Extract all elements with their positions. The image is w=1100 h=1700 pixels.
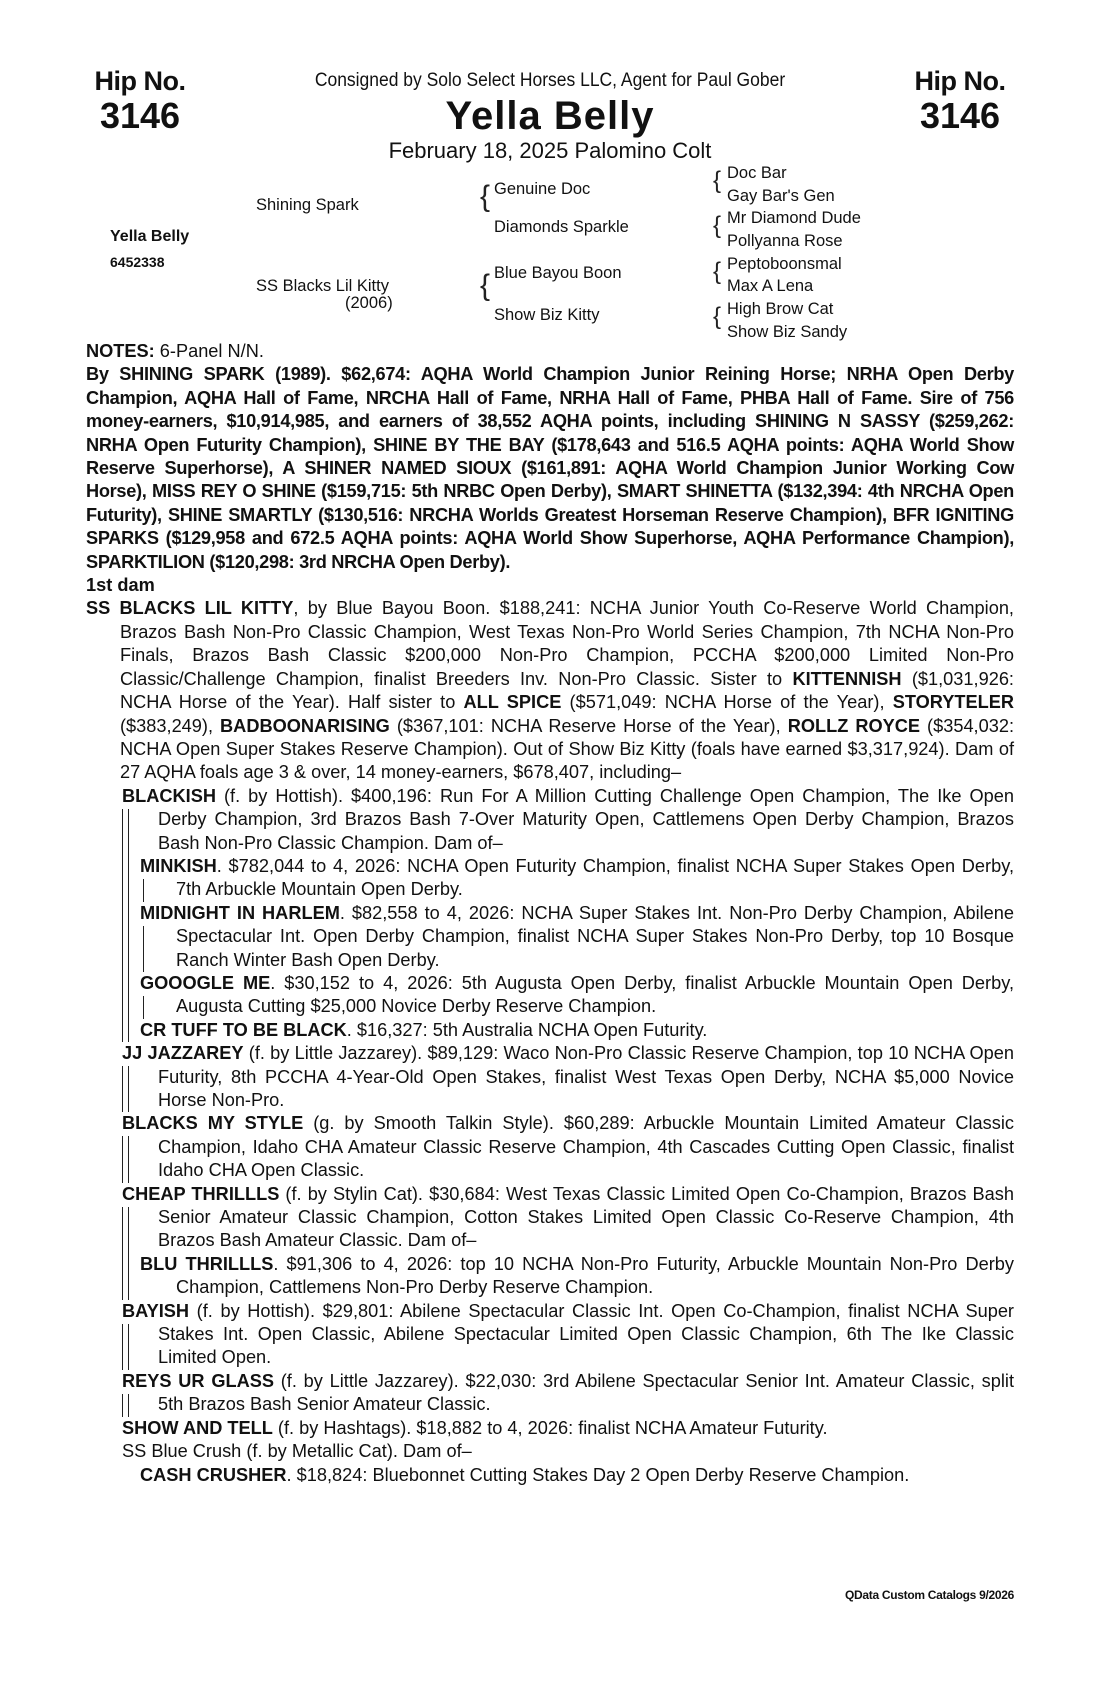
pedigree-brace: {: [713, 258, 722, 285]
pedigree-g6: Max A Lena: [727, 277, 814, 295]
hip-number: 3146: [919, 95, 1001, 136]
pedigree-sire: Shining Spark: [256, 196, 359, 214]
sire-paragraph: By SHINING SPARK (1989). $62,674: AQHA World Champion Junior Reining Horse; NRHA Open Derby Champion, AQHA Hall of Fame, NRCHA Hall of Fame, NRHA Hall of Fame, PHBA Hall of Fame. Sire of 756 money-earners, $10,914,985, and earners of 38,552 AQHA points, including SHINING N SASSY ($259,262: NRHA Open Futurity Champion), SHINE BY THE BAY ($178,643 and 516.5 AQHA points: AQHA World Show Reserve Superhorse), A SHINER NAMED SIOUX ($161,891: AQHA World Champion Junior Working Cow Horse), MISS REY O SHINE ($159,715: 5th NRBC Open Derby), SMART SHINETTA ($132,394: 4th NRCHA Open Futurity), SHINE SMARTLY ($130,516: NRCHA Worlds Greatest Horseman Reserve Champion), BFR IGNITING SPARKS ($129,958 and 672.5 AQHA points: AQHA World Show Superhorse, AQHA Performance Champion), SPARKTILION ($120,298: 3rd NRCHA Open Derby).: [86, 364, 1014, 572]
hip-label: Hip No.: [94, 66, 186, 96]
produce-entry-grand: GOOOGLE ME. $30,152 to 4, 2026: 5th Augusta Open Derby, finalist Arbuckle Mountain Open Derby, Augusta Cutting $25,000 Novice Derby Reserve Champion.: [86, 972, 1014, 1019]
pedigree-dam-year: (2006): [345, 294, 393, 312]
produce-entry: BLACKS MY STYLE (g. by Smooth Talkin Style). $60,289: Arbuckle Mountain Limited Amateur Classic Champion, Idaho CHA Amateur Classic Reserve Champion, 4th Cascades Cutting Open Classic, finalist Idaho CHA Open Classic.: [86, 1112, 1014, 1182]
pedigree-dam-sire: Blue Bayou Boon: [494, 264, 622, 282]
hip-label: Hip No.: [914, 66, 1006, 96]
pedigree-g2: Gay Bar's Gen: [727, 187, 835, 205]
produce-entry-grand: MIDNIGHT IN HARLEM. $82,558 to 4, 2026: NCHA Super Stakes Int. Non-Pro Derby Champion, Abilene Spectacular Int. Open Derby Champion, finalist NCHA Super Stakes Non-Pro Derby, top 10 Bosque Ranch Winter Bash Open Derby.: [86, 902, 1014, 972]
produce-entry: SS Blue Crush (f. by Metallic Cat). Dam of–: [122, 1441, 472, 1462]
pedigree-g8: Show Biz Sandy: [727, 323, 848, 341]
pedigree-brace: {: [713, 167, 722, 194]
produce-entry: JJ JAZZAREY (f. by Little Jazzarey). $89,129: Waco Non-Pro Classic Reserve Champion, top 10 NCHA Open Futurity, 8th PCCHA 4-Year-Old Open Stakes, finalist West Texas Open Derby, NCHA $5,000 Novice Horse Non-Pro.: [86, 1042, 1014, 1112]
horse-name-title: Yella Belly: [445, 94, 655, 138]
pedigree-sire-sire: Genuine Doc: [494, 180, 591, 198]
pedigree-brace: {: [713, 212, 722, 239]
produce-entry-grand: CR TUFF TO BE BLACK. $16,327: 5th Australia NCHA Open Futurity.: [86, 1019, 1014, 1042]
produce-entry: CHEAP THRILLLS (f. by Stylin Cat). $30,684: West Texas Classic Limited Open Co-Champion, Brazos Bash Senior Amateur Classic Champion, Cotton Stakes Limited Open Classic Co-Reserve Champion, 4th Brazos Bash Amateur Classic. Dam of–: [86, 1183, 1014, 1253]
produce-entry: REYS UR GLASS (f. by Little Jazzarey). $22,030: 3rd Abilene Spectacular Senior Int. Amateur Classic, split 5th Brazos Bash Senior Amateur Classic.: [86, 1370, 1014, 1417]
produce-entry: BLACKISH (f. by Hottish). $400,196: Run For A Million Cutting Challenge Open Champion, The Ike Open Derby Champion, 3rd Brazos Bash 7-Over Maturity Open, Cattlemens Open Derby Champion, Brazos Bash Non-Pro Classic Champion. Dam of–: [86, 785, 1014, 855]
foaling-info: February 18, 2025 Palomino Colt: [388, 138, 712, 163]
registration-number: 6452338: [110, 254, 165, 270]
pedigree-g5: Peptoboonsmal: [727, 255, 842, 273]
pedigree-brace: {: [713, 303, 722, 330]
consignor-line: Consigned by Solo Select Horses LLC, Agent for Paul Gober: [314, 70, 786, 91]
pedigree-horse: Yella Belly: [110, 228, 190, 245]
pedigree-dam: SS Blacks Lil Kitty: [256, 277, 389, 295]
pedigree-g4: Pollyanna Rose: [727, 232, 843, 250]
pedigree-dam-dam: Show Biz Kitty: [494, 306, 600, 324]
produce-entry: BAYISH (f. by Hottish). $29,801: Abilene Spectacular Classic Int. Open Co-Champion, finalist NCHA Super Stakes Int. Open Classic, Abilene Spectacular Limited Open Classic Champion, 6th The Ike Classic Limited Open.: [86, 1300, 1014, 1370]
produce-entry-grand: MINKISH. $782,044 to 4, 2026: NCHA Open Futurity Champion, finalist NCHA Super Stakes Open Derby, 7th Arbuckle Mountain Open Derby.: [86, 855, 1014, 902]
pedigree-g1: Doc Bar: [727, 164, 787, 182]
notes-line: NOTES: 6-Panel N/N.: [86, 341, 264, 361]
pedigree-brace: {: [480, 180, 491, 213]
first-dam-heading: 1st dam: [86, 575, 155, 596]
catalog-body: [86, 340, 1014, 1487]
hip-number: 3146: [99, 95, 181, 136]
produce-entry-grand: CASH CRUSHER. $18,824: Bluebonnet Cutting Stakes Day 2 Open Derby Reserve Champion.: [140, 1464, 910, 1485]
pedigree-g7: High Brow Cat: [727, 300, 834, 318]
first-dam-paragraph: SS BLACKS LIL KITTY, by Blue Bayou Boon. $188,241: NCHA Junior Youth Co-Reserve World Champion, Brazos Bash Non-Pro Classic Champion, West Texas Non-Pro World Series Champion, 7th NCHA Non-Pro Finals, Brazos Bash Classic $200,000 Non-Pro Champion, PCCHA $200,000 Limited Non-Pro Classic/Challenge Champion, finalist Breeders Inv. Non-Pro Classic. Sister to KITTENNISH ($1,031,926: NCHA Horse of the Year). Half sister to ALL SPICE ($571,049: NCHA Horse of the Year), STORYTELER ($383,249), BADBOONARISING ($367,101: NCHA Reserve Horse of the Year), ROLLZ ROYCE ($354,032: NCHA Open Super Stakes Reserve Champion). Out of Show Biz Kitty (foals have earned $3,317,924). Dam of 27 AQHA foals age 3 & over, 14 money-earners, $678,407, including–: [86, 598, 1015, 783]
produce-entry-grand: BLU THRILLLS. $91,306 to 4, 2026: top 10 NCHA Non-Pro Futurity, Arbuckle Mountain Non-Pro Derby Champion, Cattlemens Non-Pro Derby Reserve Champion.: [86, 1253, 1014, 1300]
pedigree-sire-dam: Diamonds Sparkle: [494, 218, 629, 236]
pedigree-brace: {: [480, 269, 491, 302]
produce-entry: SHOW AND TELL (f. by Hashtags). $18,882 to 4, 2026: finalist NCHA Amateur Futurity.: [122, 1417, 828, 1438]
footer-credit: QData Custom Catalogs 9/2026: [845, 1588, 1014, 1602]
pedigree-g3: Mr Diamond Dude: [727, 209, 861, 227]
